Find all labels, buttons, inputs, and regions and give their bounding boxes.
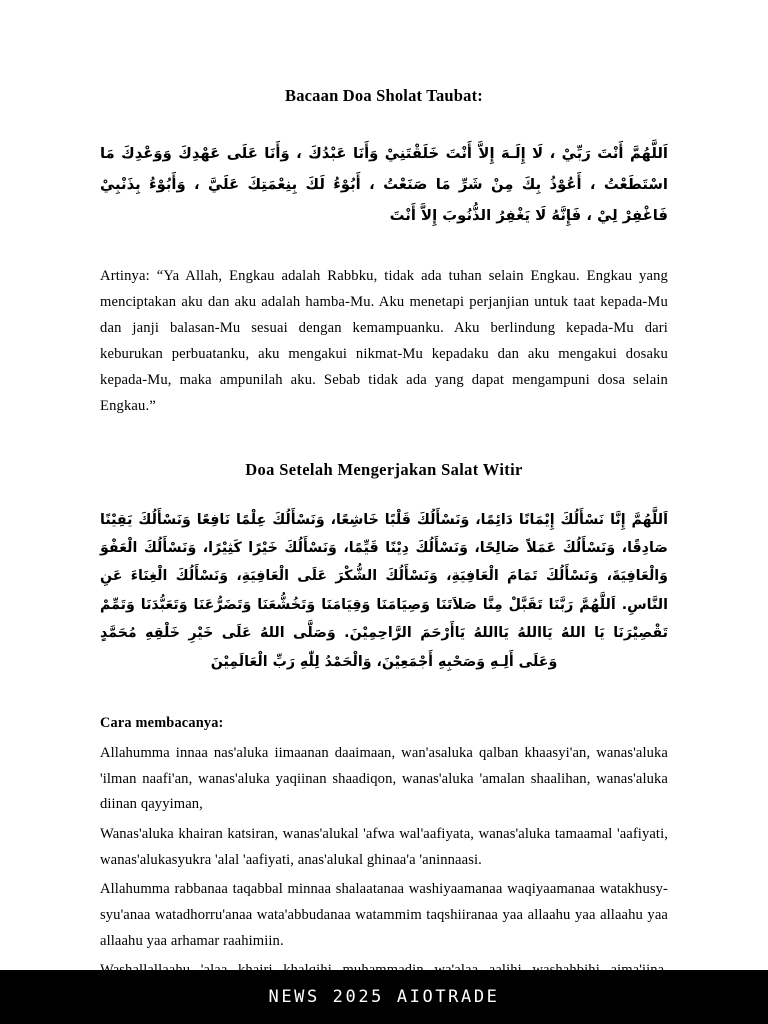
transliteration-paragraph-3: Allahumma rabbanaa taqabbal minnaa shalaatanaa washiyaamanaa waqiyaamanaa watakhusy-syu'anaa watadhorru'anaa wata'abbudanaa watammim taqshiiranaa yaa allaahu yaa allaahu yaa allaahu yaa arhamar raahimiin.: [100, 881, 668, 949]
transliteration-paragraph-2: Wanas'aluka khairan katsiran, wanas'alukal 'afwa wal'aafiyata, wanas'aluka tamaamal 'aafiyati, wanas'alukasyukra 'alal 'aafiyati, anas'alukal ghinaa'a 'aninnaasi.: [100, 825, 668, 868]
footer-watermark-text: NEWS 2025 AIOTRADE: [268, 987, 500, 1007]
page-title-taubat: Bacaan Doa Sholat Taubat:: [284, 86, 483, 105]
arabic-text-witir: اَللَّهُمَّ إِنَّا نَسْأَلُكَ إِيْمَانًا دَائِمًا، وَنَسْأَلُكَ قَلْبًا خَاشِعًا، وَنَسْأَلُكَ عِلْمًا نَافِعًا وَنَسْأَلُكَ يَقِيْنًا صَادِقًا، وَنَسْأَلُكَ عَمَلاً صَالِحًا، وَنَسْأَلُكَ دِيْنًا قَيِّمًا، وَنَسْأَلُكَ خَيْرًا كَثِيْرًا، وَنَسْأَلُكَ الْعَفْوَ وَالْعَافِيَةَ، وَنَسْأَلُكَ تَمَامَ الْعَافِيَةِ، وَنَسْأَلُكَ الشُّكْرَ عَلَى الْعَافِيَةِ، وَنَسْأَلُكَ الْغِنَاءَ عَنِ النَّاسِ. اَللَّهُمَّ رَبَّنَا تَقَبَّلْ مِنَّا صَلاَتَنَا وَصِيَامَنَا وَقِيَامَنَا وَتَخُشُّعَنَا وَتَضَرُّعَنَا وَتَعَبُّدَنَا وَتَمِّمْ تَقْصِيْرَنَا يَا اللهُ يَااللهُ يَااللهُ يَاأَرْحَمَ الرَّاحِمِيْنَ. وَصَلَّى اللهُ عَلَى خَيْرِ خَلْقِهِ مُحَمَّدٍ وَعَلَى أَلِـهِ وَصَحْبِهِ أَجْمَعِيْنَ، وَالْحَمْدُ لِلّٰهِ رَبِّ الْعَالَمِيْنَ: [100, 511, 668, 670]
witir-heading-wrap: [100, 460, 668, 480]
transliteration-paragraph-1: Allahumma innaa nas'aluka iimaanan daaimaan, wan'asaluka qalban khaasyi'an, wanas'aluka 'ilman naafi'an, wanas'aluka yaqiinan shaadiqon, wanas'aluka 'amalan shaalihan, wanas'aluka diinan qayyiman,: [100, 744, 668, 813]
document-body: [100, 0, 668, 1010]
howto-label-witir: Cara membacanya:: [100, 715, 224, 732]
section-title-witir: Doa Setelah Mengerjakan Salat Witir: [245, 459, 523, 479]
footer-banner: [0, 970, 768, 1024]
translation-taubat: Artinya: “Ya Allah, Engkau adalah Rabbku, tidak ada tuhan selain Engkau. Engkau yang menciptakan aku dan aku adalah hamba-Mu. Aku menetapi perjanjian untuk taat kepada-Mu dan janji balasan-Mu sesuai dengan kemampuanku. Aku berlindung kepada-Mu dari keburukan perbuatanku, aku mengakui nikmat-Mu kepadaku dan aku mengakui dosaku kepada-Mu, maka ampunilah aku. Sebab tidak ada yang dapat mengampuni dosa selain Engkau.”: [100, 267, 668, 414]
arabic-text-taubat: اَللَّهُمَّ أَنْتَ رَبِّيْ ، لَا إِلَـهَ إِلاَّ أَنْتَ خَلَقْتَنِيْ وَأَنَا عَبْدُكَ ، وَأَنَا عَلَى عَهْدِكَ وَوَعْدِكَ مَا اسْتَطَعْتُ ، أَعُوْذُ بِكَ مِنْ شَرِّ مَا صَنَعْتُ ، أَبُوْءُ لَكَ بِنِعْمَتِكَ عَلَيَّ ، وَأَبُوْءُ بِذَنْبِيْ فَاغْفِرْ لِيْ ، فَإِنَّهُ لَا يَغْفِرُ الذُّنُوبَ إِلاَّ أَنْتَ: [100, 144, 668, 224]
